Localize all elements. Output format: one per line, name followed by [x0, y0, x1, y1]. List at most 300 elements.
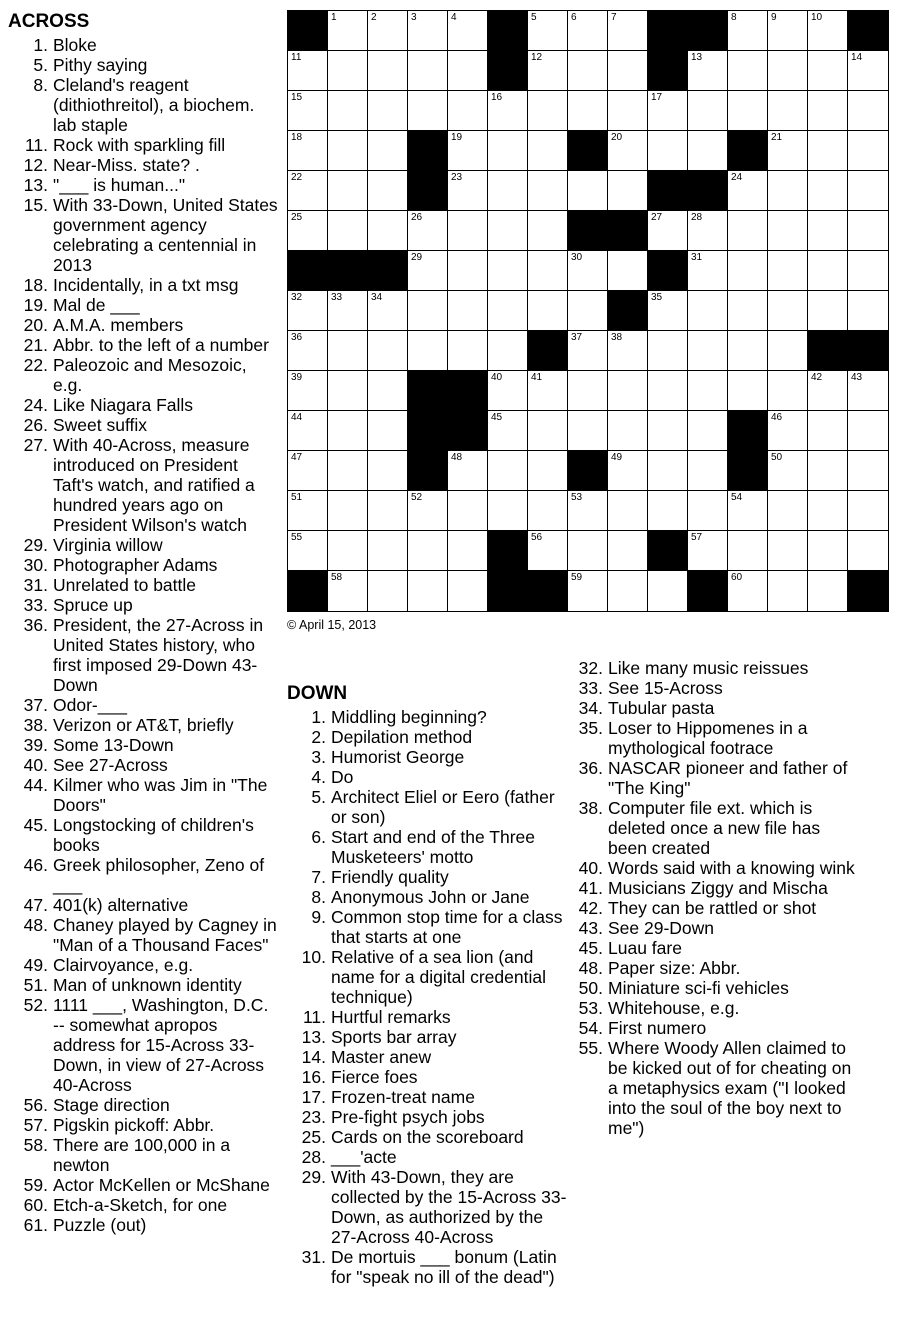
grid-cell[interactable]	[768, 571, 808, 611]
grid-cell[interactable]	[368, 531, 408, 571]
grid-cell[interactable]	[368, 371, 408, 411]
black-square	[808, 331, 848, 371]
clue-number: 31.	[301, 1247, 326, 1267]
grid-cell[interactable]	[568, 171, 608, 211]
grid-cell[interactable]	[728, 91, 768, 131]
grid-cell[interactable]	[328, 571, 368, 611]
clue-number: 36.	[578, 758, 603, 778]
clue-number: 2.	[311, 727, 326, 747]
grid-cell[interactable]	[848, 451, 888, 491]
grid-cell[interactable]	[288, 51, 328, 91]
grid-cell[interactable]	[408, 211, 448, 251]
clue-number: 4.	[311, 767, 326, 787]
grid-cell[interactable]	[288, 211, 328, 251]
grid-cell[interactable]	[728, 331, 768, 371]
grid-cell[interactable]	[808, 451, 848, 491]
grid-cell[interactable]	[408, 51, 448, 91]
grid-cell[interactable]	[368, 331, 408, 371]
grid-cell[interactable]	[848, 51, 888, 91]
clue-number: 28.	[301, 1147, 326, 1167]
grid-cell[interactable]	[528, 51, 568, 91]
clue-text: Virginia willow	[53, 535, 163, 555]
grid-cell[interactable]	[728, 211, 768, 251]
grid-cell[interactable]	[448, 51, 488, 91]
grid-cell[interactable]	[328, 371, 368, 411]
grid-cell[interactable]	[728, 11, 768, 51]
clue-text: Master anew	[331, 1047, 432, 1067]
grid-cell[interactable]	[568, 411, 608, 451]
clue-item	[8, 735, 278, 755]
grid-cell[interactable]	[648, 91, 688, 131]
clue-text: Rock with sparkling fill	[53, 135, 226, 155]
black-square	[728, 131, 768, 171]
grid-cell[interactable]	[448, 91, 488, 131]
clue-number: 38.	[23, 715, 48, 735]
grid-cell[interactable]	[528, 451, 568, 491]
clue-text: Stage direction	[53, 1095, 170, 1115]
grid-cell[interactable]	[808, 211, 848, 251]
grid-cell[interactable]	[808, 91, 848, 131]
grid-cell[interactable]	[768, 451, 808, 491]
grid-cell[interactable]	[288, 171, 328, 211]
grid-cell[interactable]	[608, 451, 648, 491]
grid-cell[interactable]	[288, 531, 328, 571]
grid-cell[interactable]	[568, 371, 608, 411]
grid-cell[interactable]	[768, 211, 808, 251]
grid-cell[interactable]	[288, 131, 328, 171]
grid-cell[interactable]	[848, 211, 888, 251]
grid-cell[interactable]	[488, 91, 528, 131]
cell-number: 10	[811, 12, 823, 23]
grid-cell[interactable]	[688, 451, 728, 491]
clue-item	[567, 678, 857, 698]
cell-number: 14	[851, 52, 863, 63]
grid-cell[interactable]	[488, 211, 528, 251]
clue-item	[287, 1027, 567, 1047]
grid-cell[interactable]	[408, 91, 448, 131]
cell-number: 49	[611, 452, 623, 463]
clue-item	[567, 978, 857, 998]
grid-cell[interactable]	[768, 491, 808, 531]
clue-number: 59.	[23, 1175, 48, 1195]
clue-number: 33.	[578, 678, 603, 698]
cell-number: 58	[331, 572, 343, 583]
black-square	[568, 211, 608, 251]
grid-cell[interactable]	[568, 91, 608, 131]
grid-cell[interactable]	[688, 371, 728, 411]
grid-cell[interactable]	[448, 531, 488, 571]
grid-cell[interactable]	[288, 371, 328, 411]
grid-cell[interactable]	[808, 291, 848, 331]
clue-item	[567, 918, 857, 938]
grid-cell[interactable]	[288, 91, 328, 131]
grid-cell[interactable]	[808, 491, 848, 531]
clue-item	[8, 295, 278, 315]
grid-cell[interactable]	[488, 491, 528, 531]
clue-number: 29.	[301, 1167, 326, 1187]
cell-number: 42	[811, 372, 823, 383]
grid-cell[interactable]	[768, 531, 808, 571]
grid-cell[interactable]	[688, 531, 728, 571]
grid-cell[interactable]	[448, 211, 488, 251]
grid-cell[interactable]	[608, 531, 648, 571]
clue-number: 3.	[311, 747, 326, 767]
clue-number: 12.	[23, 155, 48, 175]
grid-cell[interactable]	[848, 91, 888, 131]
grid-cell[interactable]	[728, 51, 768, 91]
clue-text: See 29-Down	[608, 918, 715, 938]
grid-cell[interactable]	[448, 131, 488, 171]
clue-item	[8, 535, 278, 555]
clue-text: Whitehouse, e.g.	[608, 998, 740, 1018]
cell-number: 28	[691, 212, 703, 223]
grid-cell[interactable]	[368, 51, 408, 91]
grid-cell[interactable]	[808, 131, 848, 171]
clue-item	[287, 1167, 567, 1247]
grid-cell[interactable]	[728, 491, 768, 531]
grid-cell[interactable]	[728, 251, 768, 291]
grid-cell[interactable]	[368, 11, 408, 51]
grid-cell[interactable]	[848, 411, 888, 451]
clue-text: Incidentally, in a txt msg	[53, 275, 239, 295]
grid-cell[interactable]	[328, 531, 368, 571]
grid-cell[interactable]	[848, 131, 888, 171]
clue-item	[287, 1127, 567, 1147]
grid-cell[interactable]	[448, 171, 488, 211]
grid-cell[interactable]	[368, 131, 408, 171]
clue-item	[567, 938, 857, 958]
grid-cell[interactable]	[728, 171, 768, 211]
grid-cell[interactable]	[648, 291, 688, 331]
grid-cell[interactable]	[848, 251, 888, 291]
clue-text: Verizon or AT&T, briefly	[53, 715, 234, 735]
clue-item	[8, 915, 278, 955]
grid-cell[interactable]	[568, 531, 608, 571]
grid-cell[interactable]	[408, 571, 448, 611]
grid-cell[interactable]	[608, 171, 648, 211]
grid-cell[interactable]	[648, 211, 688, 251]
grid-cell[interactable]	[408, 531, 448, 571]
grid-cell[interactable]	[808, 171, 848, 211]
grid-cell[interactable]	[528, 91, 568, 131]
grid-cell[interactable]	[648, 571, 688, 611]
grid-cell[interactable]	[328, 291, 368, 331]
grid-cell[interactable]	[688, 251, 728, 291]
grid-cell[interactable]	[808, 251, 848, 291]
grid-cell[interactable]	[448, 571, 488, 611]
grid-cell[interactable]	[328, 331, 368, 371]
grid-cell[interactable]	[608, 251, 648, 291]
black-square	[608, 291, 648, 331]
grid-cell[interactable]	[288, 291, 328, 331]
cell-number: 50	[771, 452, 783, 463]
clue-number: 13.	[23, 175, 48, 195]
grid-cell[interactable]	[488, 291, 528, 331]
black-square	[488, 11, 528, 51]
grid-cell[interactable]	[768, 251, 808, 291]
grid-cell[interactable]	[488, 331, 528, 371]
grid-cell[interactable]	[368, 171, 408, 211]
grid-cell[interactable]	[728, 531, 768, 571]
cell-number: 20	[611, 132, 623, 143]
grid-cell[interactable]	[568, 11, 608, 51]
grid-cell[interactable]	[728, 291, 768, 331]
grid-cell[interactable]	[488, 131, 528, 171]
cell-number: 38	[611, 332, 623, 343]
grid-cell[interactable]	[328, 171, 368, 211]
cell-number: 34	[371, 292, 383, 303]
grid-cell[interactable]	[528, 11, 568, 51]
clue-item	[8, 135, 278, 155]
grid-cell[interactable]	[408, 291, 448, 331]
clue-text: Sports bar array	[331, 1027, 457, 1047]
grid-cell[interactable]	[408, 331, 448, 371]
grid-cell[interactable]	[768, 171, 808, 211]
clue-text: Cards on the scoreboard	[331, 1127, 524, 1147]
grid-cell[interactable]	[448, 11, 488, 51]
clue-text: Longstocking of children's books	[53, 815, 254, 855]
grid-cell[interactable]	[848, 291, 888, 331]
clue-text: Some 13-Down	[53, 735, 174, 755]
grid-cell[interactable]	[608, 11, 648, 51]
grid-cell[interactable]	[528, 371, 568, 411]
clue-text: Fierce foes	[331, 1067, 418, 1087]
grid-cell[interactable]	[688, 51, 728, 91]
clue-text: With 33-Down, United States government agency celebrating a centennial in 2013	[53, 195, 278, 275]
grid-cell[interactable]	[368, 491, 408, 531]
clue-text: Actor McKellen or McShane	[53, 1175, 270, 1195]
grid-cell[interactable]	[688, 411, 728, 451]
cell-number: 46	[771, 412, 783, 423]
grid-cell[interactable]	[528, 491, 568, 531]
grid-cell[interactable]	[448, 251, 488, 291]
grid-cell[interactable]	[528, 411, 568, 451]
clue-item	[8, 775, 278, 815]
grid-cell[interactable]	[768, 91, 808, 131]
grid-cell[interactable]	[768, 51, 808, 91]
clue-number: 58.	[23, 1135, 48, 1155]
grid-cell[interactable]	[648, 131, 688, 171]
clue-number: 7.	[311, 867, 326, 887]
grid-cell[interactable]	[808, 571, 848, 611]
grid-cell[interactable]	[608, 411, 648, 451]
grid-cell[interactable]	[288, 331, 328, 371]
black-square	[568, 451, 608, 491]
grid-cell[interactable]	[808, 11, 848, 51]
cell-number: 59	[571, 572, 583, 583]
grid-cell[interactable]	[768, 331, 808, 371]
grid-cell[interactable]	[648, 331, 688, 371]
grid-cell[interactable]	[768, 291, 808, 331]
grid-cell[interactable]	[568, 251, 608, 291]
black-square	[328, 251, 368, 291]
grid-cell[interactable]	[848, 491, 888, 531]
grid-cell[interactable]	[528, 211, 568, 251]
clue-number: 15.	[23, 195, 48, 215]
clue-number: 8.	[33, 75, 48, 95]
grid-cell[interactable]	[408, 491, 448, 531]
grid-cell[interactable]	[688, 91, 728, 131]
grid-cell[interactable]	[568, 491, 608, 531]
cell-number: 3	[411, 12, 417, 23]
clue-item	[8, 55, 278, 75]
grid-cell[interactable]	[368, 291, 408, 331]
clue-number: 36.	[23, 615, 48, 635]
grid-cell[interactable]	[488, 171, 528, 211]
grid-cell[interactable]	[608, 371, 648, 411]
clue-number: 14.	[301, 1047, 326, 1067]
grid-cell[interactable]	[608, 571, 648, 611]
grid-cell[interactable]	[768, 411, 808, 451]
grid-cell[interactable]	[688, 211, 728, 251]
grid-cell[interactable]	[808, 371, 848, 411]
clue-text: De mortuis ___ bonum (Latin for "speak no ill of the dead")	[331, 1247, 557, 1287]
clue-number: 24.	[23, 395, 48, 415]
grid-cell[interactable]	[528, 531, 568, 571]
clue-number: 5.	[311, 787, 326, 807]
grid-cell[interactable]	[328, 131, 368, 171]
clue-text: Luau fare	[608, 938, 682, 958]
grid-cell[interactable]	[528, 131, 568, 171]
grid-cell[interactable]	[688, 491, 728, 531]
grid-cell[interactable]	[648, 451, 688, 491]
grid-cell[interactable]	[608, 491, 648, 531]
black-square	[848, 571, 888, 611]
clue-text: With 40-Across, measure introduced on President Taft's watch, and ratified a hundred years ago on President Wilson's watch	[53, 435, 255, 535]
grid-cell[interactable]	[448, 451, 488, 491]
cell-number: 22	[291, 172, 303, 183]
grid-cell[interactable]	[408, 11, 448, 51]
grid-cell[interactable]	[568, 331, 608, 371]
black-square	[648, 171, 688, 211]
clue-number: 34.	[578, 698, 603, 718]
grid-cell[interactable]	[568, 291, 608, 331]
clue-item	[567, 878, 857, 898]
clue-text: With 43-Down, they are collected by the 15-Across 33-Down, as authorized by the 27-Across 40-Across	[331, 1167, 567, 1247]
grid-cell[interactable]	[368, 571, 408, 611]
grid-cell[interactable]	[808, 531, 848, 571]
grid-cell[interactable]	[368, 451, 408, 491]
grid-cell[interactable]	[368, 211, 408, 251]
grid-cell[interactable]	[808, 51, 848, 91]
grid-cell[interactable]	[408, 251, 448, 291]
clue-item	[8, 1115, 278, 1135]
black-square	[488, 51, 528, 91]
grid-cell[interactable]	[648, 411, 688, 451]
clue-text: Man of unknown identity	[53, 975, 242, 995]
grid-cell[interactable]	[848, 371, 888, 411]
clue-item	[8, 1135, 278, 1175]
grid-cell[interactable]	[688, 131, 728, 171]
grid-cell[interactable]	[328, 411, 368, 451]
grid-cell[interactable]	[328, 51, 368, 91]
grid-cell[interactable]	[488, 411, 528, 451]
grid-cell[interactable]	[448, 331, 488, 371]
grid-cell[interactable]	[688, 291, 728, 331]
grid-cell[interactable]	[808, 411, 848, 451]
grid-cell[interactable]	[528, 291, 568, 331]
cell-number: 19	[451, 132, 463, 143]
grid-cell[interactable]	[488, 371, 528, 411]
black-square	[848, 11, 888, 51]
grid-cell[interactable]	[688, 331, 728, 371]
grid-cell[interactable]	[288, 491, 328, 531]
grid-cell[interactable]	[608, 131, 648, 171]
grid-cell[interactable]	[328, 211, 368, 251]
clue-number: 54.	[578, 1018, 603, 1038]
clue-number: 30.	[23, 555, 48, 575]
black-square	[688, 11, 728, 51]
clue-number: 55.	[578, 1038, 603, 1058]
down-clue-list-continued	[567, 658, 857, 1138]
grid-cell[interactable]	[768, 11, 808, 51]
clue-text: Photographer Adams	[53, 555, 218, 575]
grid-cell[interactable]	[648, 371, 688, 411]
clue-text: Greek philosopher, Zeno of ___	[53, 855, 265, 895]
grid-cell[interactable]	[368, 411, 408, 451]
clue-number: 1.	[33, 35, 48, 55]
grid-cell[interactable]	[368, 91, 408, 131]
grid-cell[interactable]	[728, 571, 768, 611]
clue-number: 45.	[23, 815, 48, 835]
cell-number: 11	[291, 52, 302, 63]
grid-cell[interactable]	[568, 571, 608, 611]
grid-cell[interactable]	[328, 91, 368, 131]
grid-cell[interactable]	[328, 11, 368, 51]
grid-cell[interactable]	[848, 171, 888, 211]
grid-cell[interactable]	[488, 451, 528, 491]
grid-cell[interactable]	[608, 331, 648, 371]
clue-text: NASCAR pioneer and father of "The King"	[608, 758, 848, 798]
grid-cell[interactable]	[768, 371, 808, 411]
grid-cell[interactable]	[288, 451, 328, 491]
grid-cell[interactable]	[528, 171, 568, 211]
grid-cell[interactable]	[488, 251, 528, 291]
grid-cell[interactable]	[848, 531, 888, 571]
grid-cell[interactable]	[448, 491, 488, 531]
clue-item	[8, 1175, 278, 1195]
clue-number: 20.	[23, 315, 48, 335]
clue-text: Do	[331, 767, 354, 787]
grid-cell[interactable]	[768, 131, 808, 171]
clue-number: 25.	[301, 1127, 326, 1147]
grid-cell[interactable]	[288, 411, 328, 451]
grid-cell[interactable]	[728, 371, 768, 411]
clue-text: Paper size: Abbr.	[608, 958, 741, 978]
cell-number: 54	[731, 492, 743, 503]
cell-number: 44	[291, 412, 303, 423]
clue-text: See 15-Across	[608, 678, 723, 698]
clue-item	[287, 1007, 567, 1027]
clue-text: Hurtful remarks	[331, 1007, 451, 1027]
grid-cell[interactable]	[648, 491, 688, 531]
clue-number: 51.	[23, 975, 48, 995]
grid-cell[interactable]	[328, 451, 368, 491]
grid-cell[interactable]	[568, 51, 608, 91]
clue-number: 52.	[23, 995, 48, 1015]
grid-cell[interactable]	[448, 291, 488, 331]
black-square	[528, 571, 568, 611]
black-square	[488, 571, 528, 611]
grid-cell[interactable]	[608, 91, 648, 131]
grid-cell[interactable]	[328, 491, 368, 531]
grid-cell[interactable]	[528, 251, 568, 291]
clue-number: 27.	[23, 435, 48, 455]
grid-cell[interactable]	[608, 51, 648, 91]
cell-number: 24	[731, 172, 743, 183]
clue-item	[287, 867, 567, 887]
clue-item	[8, 435, 278, 535]
